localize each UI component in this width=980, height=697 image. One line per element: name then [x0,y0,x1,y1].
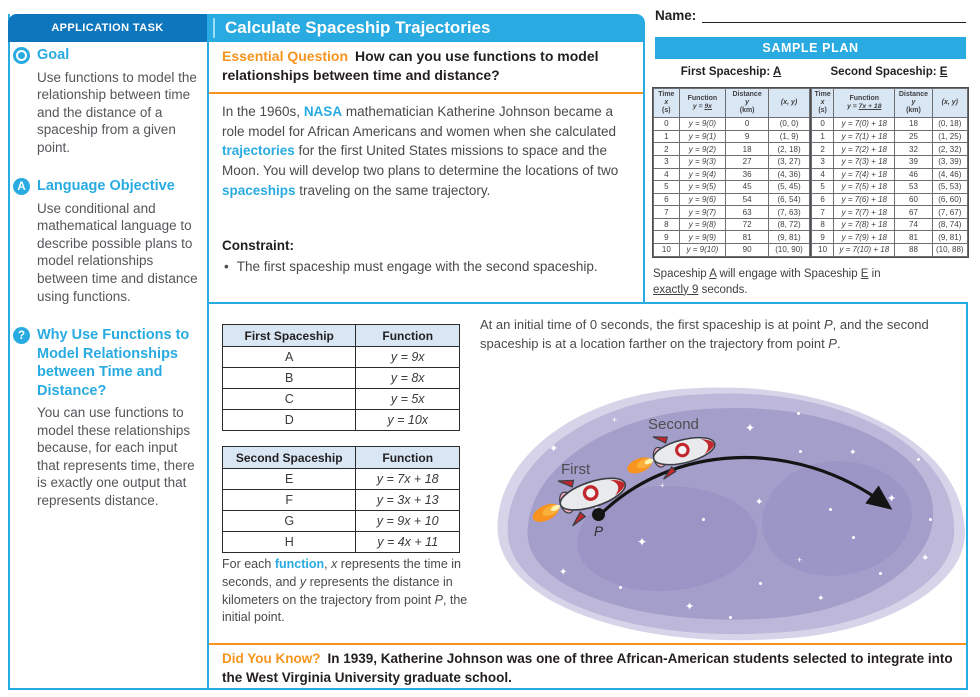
data-cell: 1 [654,130,680,143]
text-segment: traveling on the same trajectory. [295,182,491,198]
table-row [654,143,810,156]
data-cell: 9 [654,231,680,244]
star-icon [879,572,882,575]
star-icon: + [660,481,665,490]
point-p-label: P [594,524,604,539]
data-cell: 81 [726,231,769,244]
data-cell: (5, 53) [932,181,967,194]
star-icon: ✦ [887,493,897,505]
data-cell: (0, 0) [769,118,810,131]
name-label: Name: [655,8,697,23]
data-cell: y = 9(7) [679,206,725,219]
data-cell: 6 [812,193,834,206]
why-use-heading: Why Use Functions to Model Relationships between Time and Distance? [37,327,190,399]
data-cell: 9 [726,130,769,143]
table-header-row [223,447,460,469]
data-cell: y = 7(3) + 18 [834,155,895,168]
letter-a-icon: A [13,178,30,195]
xy-header: (x, y) [932,89,967,118]
header-bar [8,14,645,42]
frame-right-lower-border [966,302,968,690]
frame-right-upper-border [643,40,645,304]
column-header: First Spaceship [223,325,356,347]
star-icon: ✦ [559,567,568,578]
data-cell: (1, 25) [932,130,967,143]
text-segment: spaceships [222,182,296,198]
table-row [223,347,460,368]
data-cell: 3 [654,155,680,168]
spaceship-letter-cell: C [223,389,356,410]
frame-left-border [8,14,10,690]
star-icon: + [927,429,933,439]
data-cell: 88 [895,244,932,257]
constraint-heading: Constraint: [222,238,294,253]
data-cell: 5 [654,181,680,194]
first-spaceship-caption [653,66,809,78]
data-cell: (2, 32) [932,143,967,156]
data-cell: 27 [726,155,769,168]
data-cell: (9, 81) [932,231,967,244]
caption-text: Second Spaceship: [830,66,940,78]
table-row [654,193,810,206]
name-row [655,8,966,23]
data-cell: (4, 36) [769,168,810,181]
text-segment: , the initial point. [222,592,468,625]
constraint-text: The first spaceship must engage with the second spaceship. [236,259,598,274]
data-cell: 90 [726,244,769,257]
data-cell: 63 [726,206,769,219]
distance-header: Distance y (km) [895,89,932,118]
data-cell: y = 9(0) [679,118,725,131]
sample-plan-header: SAMPLE PLAN [655,37,966,59]
table-header-row [654,89,810,118]
star-icon: ✦ [685,601,695,613]
sidebar [13,46,202,531]
caption-letter: A [772,66,782,78]
table-row [223,469,460,490]
data-cell: y = 7(8) + 18 [834,218,895,231]
data-cell: 6 [654,193,680,206]
table-header-row [223,325,460,347]
data-cell: y = 9(5) [679,181,725,194]
table-row [654,231,810,244]
data-cell: 53 [895,181,932,194]
data-cell: y = 7(0) + 18 [834,118,895,131]
data-cell: (0, 18) [932,118,967,131]
frame-mid-border [207,302,968,304]
spaceship-letter-cell: E [223,469,356,490]
header-separator [213,18,215,38]
text-segment: represents the time in seconds, and [222,557,461,589]
star-icon [929,518,932,521]
table-header-row [812,89,968,118]
function-cell: y = 9x + 10 [356,511,460,532]
star-icon: ✦ [921,553,930,564]
page-title: Calculate Spaceship Trajectories [225,18,491,37]
text-segment: x [331,557,338,571]
table-row [812,231,968,244]
function-tables [222,324,460,568]
data-cell: y = 9(3) [679,155,725,168]
sample-plan-summary [653,267,915,298]
sidebar-section-why-use-functions [13,326,202,509]
xy-header: (x, y) [769,89,810,118]
text-segment: Spaceship [653,268,710,280]
star-icon [917,458,920,461]
essential-question-rule [209,92,643,94]
text-segment: , and the second spaceship is at a location farther on the trajectory from point [480,317,929,351]
star-icon: ✦ [849,447,857,457]
function-cell: y = 10x [356,410,460,431]
star-icon [797,412,800,415]
data-cell: (3, 27) [769,155,810,168]
spaceship-letter-cell: B [223,368,356,389]
data-cell: 8 [812,218,834,231]
sample-table-first-spaceship [653,88,810,257]
second-rocket-label: Second [648,416,699,433]
initial-time-paragraph [480,316,964,354]
function-cell: y = 5x [356,389,460,410]
text-segment: NASA [303,104,343,119]
data-cell: 39 [895,155,932,168]
data-cell: y = 7(9) + 18 [834,231,895,244]
data-cell: (7, 63) [769,206,810,219]
data-cell: 2 [812,143,834,156]
data-cell: 25 [895,130,932,143]
data-cell: y = 9(8) [679,218,725,231]
did-you-know-text: In 1939, Katherine Johnson was one of three African-American students selected to integrate into the West Virginia University graduate school. [222,651,953,685]
text-segment: will engage with Spaceship [716,268,861,280]
data-cell: (9, 81) [769,231,810,244]
table-row [812,218,968,231]
data-cell: 46 [895,168,932,181]
data-cell: 0 [726,118,769,131]
text-segment: . [836,335,841,351]
table-row [654,181,810,194]
table-row [223,389,460,410]
second-rocket-icon [624,430,724,479]
data-cell: y = 7(4) + 18 [834,168,895,181]
intro-paragraph [222,102,638,201]
data-cell: 0 [654,118,680,131]
data-cell: 67 [895,206,932,219]
data-cell: (8, 74) [932,218,967,231]
data-cell: (3, 39) [932,155,967,168]
data-cell: (1, 9) [769,130,810,143]
table-row [812,143,968,156]
table-row [812,193,968,206]
spaceship-letter-cell: G [223,511,356,532]
sidebar-section-goal [13,46,202,156]
goal-heading: Goal [37,47,70,63]
table-row [223,410,460,431]
bullet-icon: • [224,259,229,274]
table-row [654,155,810,168]
star-icon: ✦ [549,443,559,455]
function-cell: y = 7x + 18 [356,469,460,490]
data-cell: 72 [726,218,769,231]
star-icon: ✦ [745,421,756,435]
why-use-body: You can use functions to model these relationships because, for each input that represents time, there is exactly one output that represents distance. [37,405,195,509]
text-segment: At an initial time of 0 seconds, the first spaceship is at point [480,317,824,332]
data-cell: 74 [895,218,932,231]
data-cell: 0 [812,118,834,131]
did-you-know-rule [209,643,966,645]
data-cell: (4, 46) [932,168,967,181]
did-you-know-strip [222,650,960,688]
text-segment: P [828,335,837,351]
spaceship-letter-cell: F [223,490,356,511]
data-cell: y = 9(1) [679,130,725,143]
language-objective-body: Use conditional and mathematical language to describe possible plans to model relationships between time and distance using functions. [37,200,198,304]
data-cell: 18 [895,118,932,131]
application-task-badge: APPLICATION TASK [8,14,207,42]
text-segment: E [860,268,869,280]
data-cell: (6, 60) [932,193,967,206]
time-header: Time x (s) [654,89,680,118]
star-icon [729,616,732,619]
text-segment: A [709,268,717,280]
data-cell: 60 [895,193,932,206]
function-cell: y = 8x [356,368,460,389]
caption-letter: E [939,66,948,78]
data-cell: 81 [895,231,932,244]
table-row [812,206,968,219]
text-segment: for the first United States missions to space and the Moon. You will develop two plans to determine the locations of two [222,143,619,179]
data-cell: 10 [654,244,680,257]
table-row [812,168,968,181]
table-row [654,118,810,131]
table-row [654,206,810,219]
sidebar-divider [207,42,209,690]
star-icon: ✦ [817,593,825,603]
text-segment: P [434,592,443,607]
star-icon: + [797,555,803,565]
table-row [654,218,810,231]
data-cell: (6, 54) [769,193,810,206]
data-cell: 4 [812,168,834,181]
column-header: Function [356,325,460,347]
data-cell: 36 [726,168,769,181]
data-cell: (10, 88) [932,244,967,257]
data-cell: y = 7(5) + 18 [834,181,895,194]
frame-bottom-border [8,688,968,690]
essential-question [222,47,628,85]
table-row [812,155,968,168]
star-icon [759,582,762,585]
text-segment: For each [222,557,275,571]
question-icon: ? [13,327,30,344]
data-cell: 45 [726,181,769,194]
star-icon: + [612,415,618,425]
spaceship-letter-cell: H [223,532,356,553]
first-rocket-label: First [561,461,591,478]
column-header: Second Spaceship [223,447,356,469]
text-segment: function [274,557,325,571]
data-cell: 2 [654,143,680,156]
goal-body: Use functions to model the relationship between time and the distance of a spaceship from a given point. [37,69,197,155]
function-header: Function y = 9x [679,89,725,118]
data-cell: 4 [654,168,680,181]
essential-question-text: How can you use functions to model relationships between time and distance? [222,48,599,83]
constraint-bullet [224,258,604,277]
data-cell: y = 9(6) [679,193,725,206]
caption-text: First Spaceship: [680,66,773,78]
text-segment: seconds. [698,283,748,296]
data-cell: y = 9(9) [679,231,725,244]
spaceship-letter-cell: A [223,347,356,368]
data-cell: (10, 90) [769,244,810,257]
function-cell: y = 9x [356,347,460,368]
data-cell: 54 [726,193,769,206]
time-header: Time x (s) [812,89,834,118]
star-icon [619,586,622,589]
data-cell: 32 [895,143,932,156]
text-segment: , [324,557,332,571]
text-segment: P [823,317,833,332]
data-cell: 7 [812,206,834,219]
data-cell: y = 7(10) + 18 [834,244,895,257]
target-icon [13,47,30,64]
text-segment: in [868,268,881,280]
data-cell: y = 9(4) [679,168,725,181]
data-cell: y = 7(7) + 18 [834,206,895,219]
data-cell: y = 9(2) [679,143,725,156]
table-row [654,130,810,143]
function-cell: y = 4x + 11 [356,532,460,553]
text-segment: mathematician Katherine Johnson became a role model for African Americans and women when she calculated [222,104,616,139]
table-row [223,511,460,532]
text-segment: exactly 9 [653,283,699,296]
data-cell: 18 [726,143,769,156]
data-cell: 10 [812,244,834,257]
text-segment: In the 1960s, [222,104,304,119]
table-row [223,368,460,389]
table-row [812,130,968,143]
data-cell: (2, 18) [769,143,810,156]
sample-table-second-spaceship [811,88,968,257]
spaceship-letter-cell: D [223,410,356,431]
sidebar-section-language-objective [13,177,202,305]
first-spaceship-function-table [222,324,460,431]
star-icon: ✦ [755,497,764,508]
data-cell: 7 [654,206,680,219]
data-cell: y = 7(1) + 18 [834,130,895,143]
table-row [223,490,460,511]
for-each-function-note [222,556,474,627]
did-you-know-label: Did You Know? [222,651,321,666]
data-cell: 8 [654,218,680,231]
table-row [812,118,968,131]
distance-header: Distance y (km) [726,89,769,118]
table-row [812,181,968,194]
name-blank-line [702,8,966,23]
data-cell: 5 [812,181,834,194]
data-cell: y = 7(2) + 18 [834,143,895,156]
function-cell: y = 3x + 13 [356,490,460,511]
essential-question-label: Essential Question [222,48,349,64]
table-row [654,168,810,181]
function-header: Function y = 7x + 18 [834,89,895,118]
data-cell: 1 [812,130,834,143]
table-row [223,532,460,553]
table-row [654,244,810,257]
data-cell: y = 9(10) [679,244,725,257]
table-row [812,244,968,257]
data-cell: 3 [812,155,834,168]
second-spaceship-function-table [222,446,460,553]
data-cell: 9 [812,231,834,244]
second-spaceship-caption [811,66,967,78]
column-header: Function [356,447,460,469]
language-objective-heading: Language Objective [37,178,175,195]
text-segment: trajectories [222,143,295,159]
data-cell: (5, 45) [769,181,810,194]
text-segment: represents the distance in kilometers on the trajectory from point [222,574,453,607]
data-cell: y = 7(6) + 18 [834,193,895,206]
first-rocket-icon [528,472,636,525]
data-cell: (7, 67) [932,206,967,219]
text-segment: y [299,574,307,589]
data-cell: (8, 72) [769,218,810,231]
star-icon: ✦ [637,535,648,549]
